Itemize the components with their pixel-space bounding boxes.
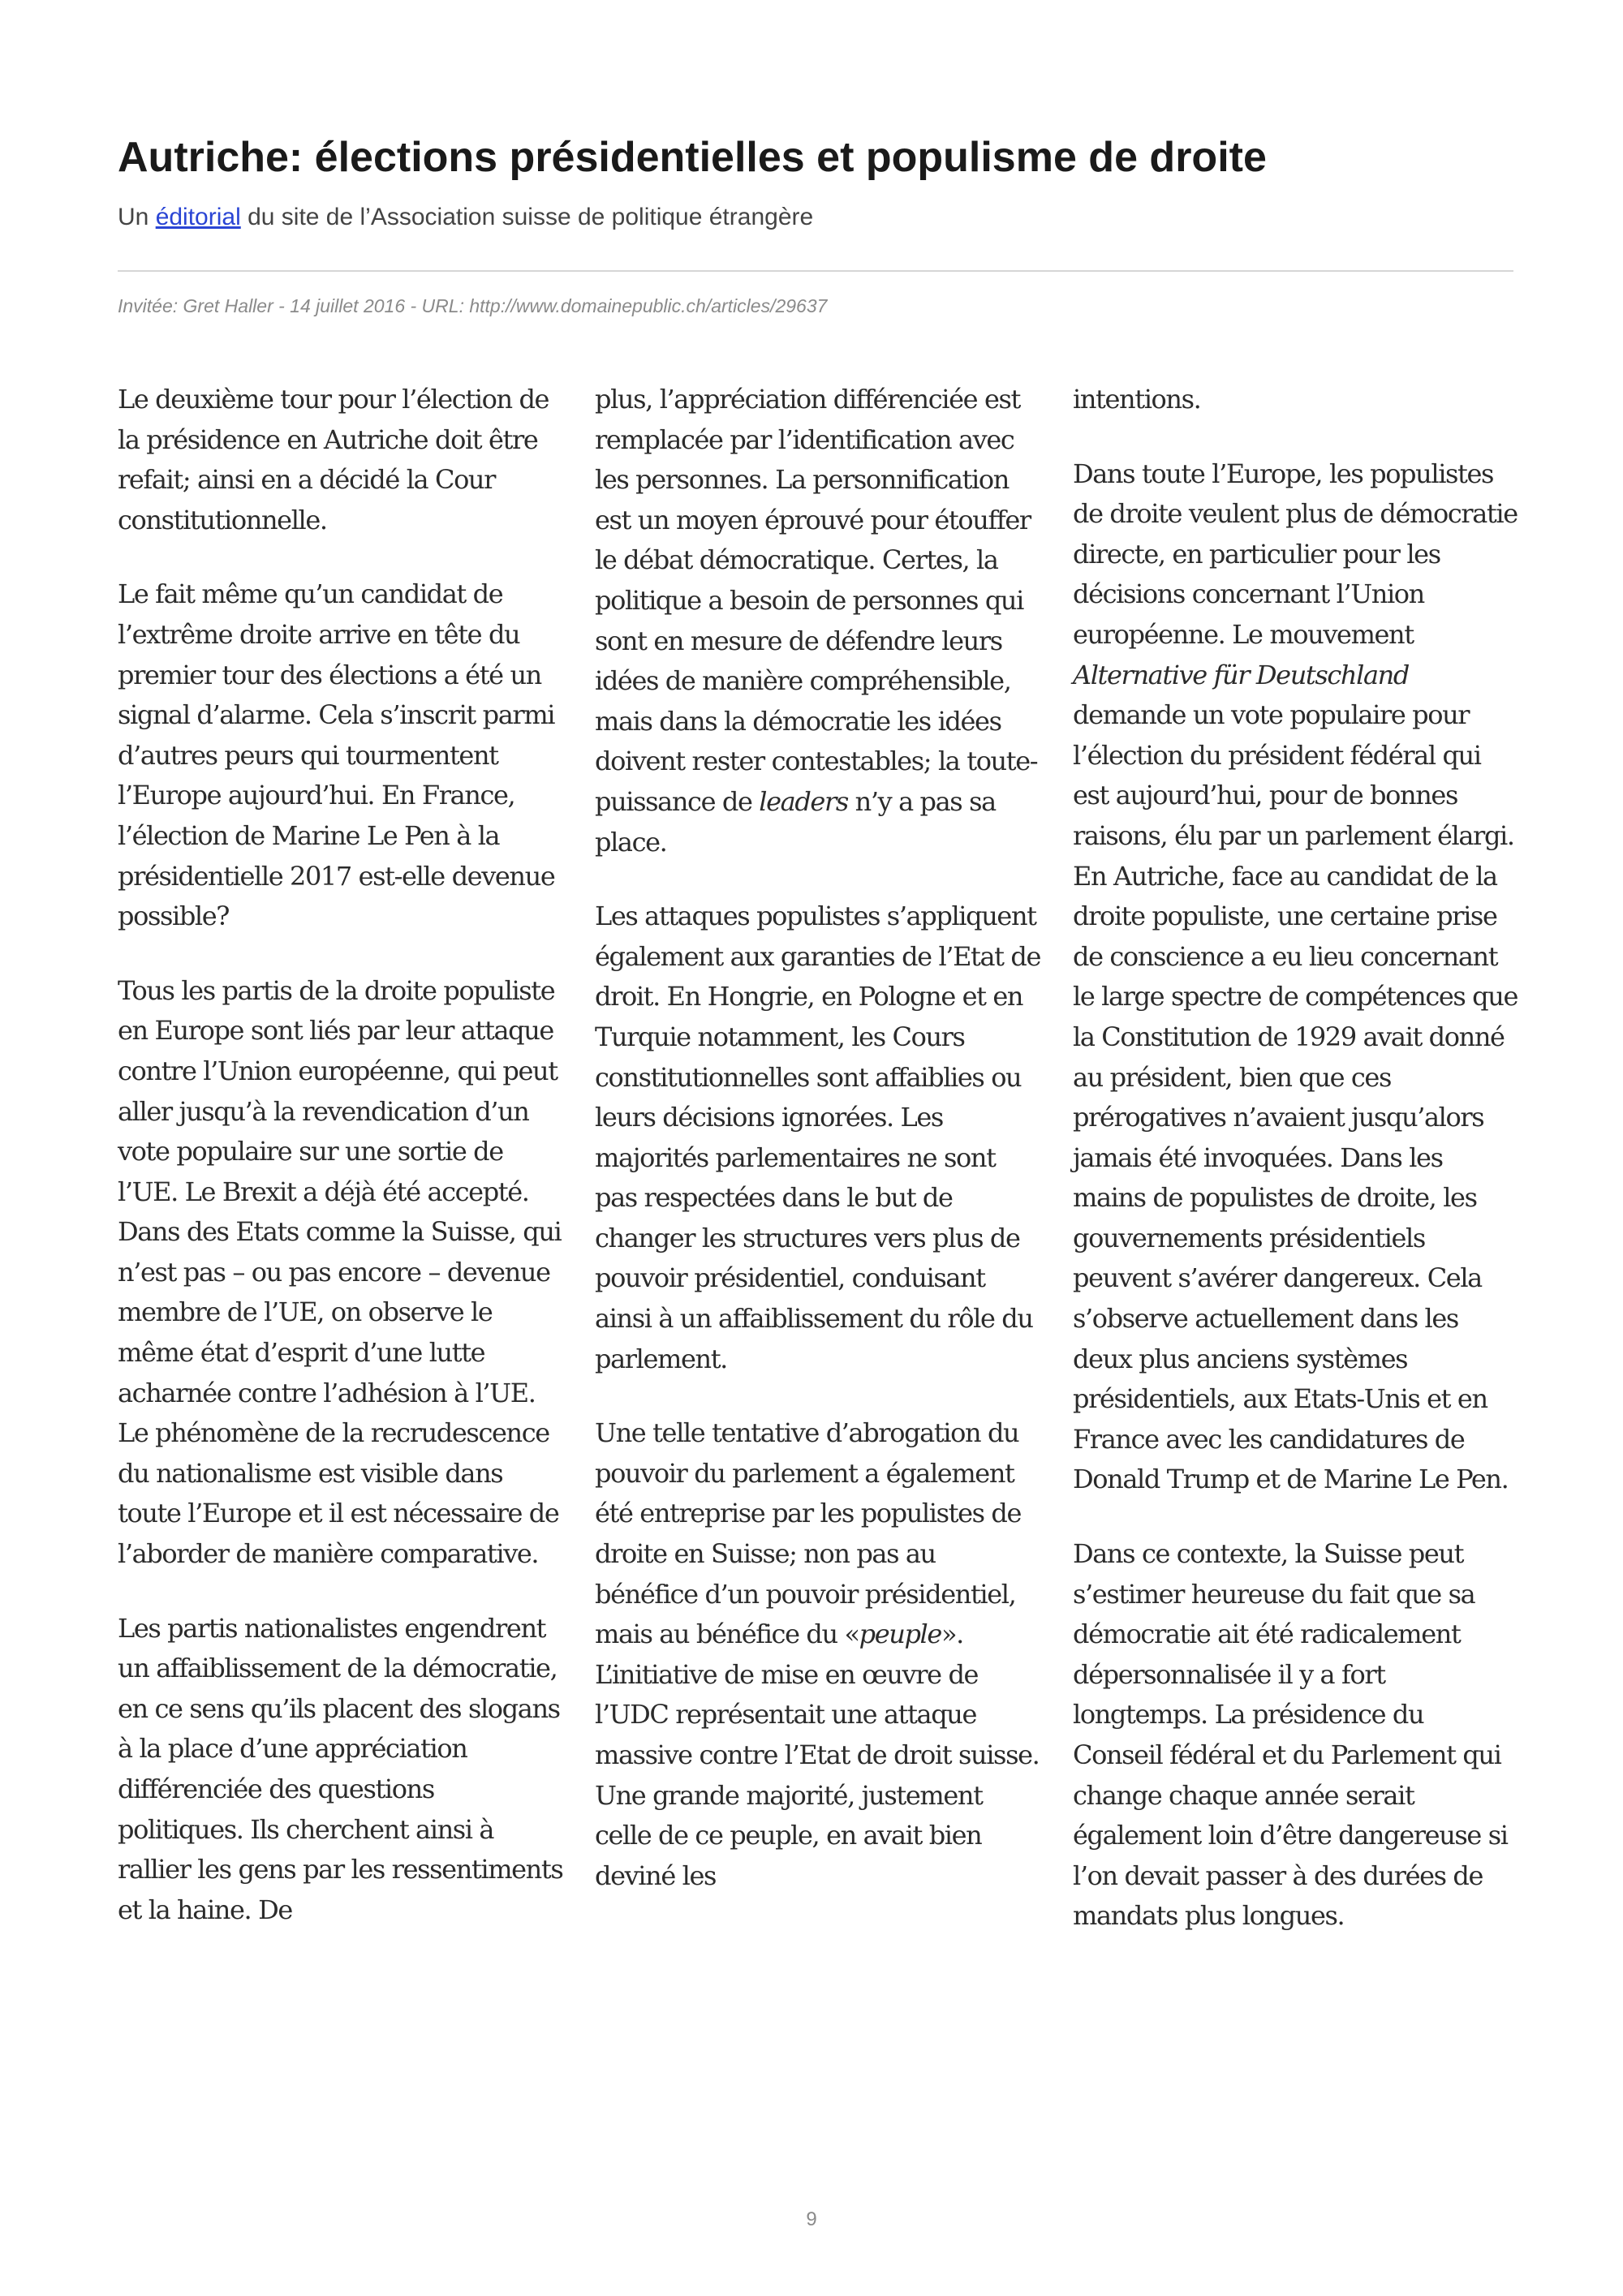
paragraph-text: Dans toute l’Europe, les populistes de droite veulent plus de démocratie directe, en particulier pour les décisions concernant l’Union européenne. Le mouvement — [1073, 458, 1518, 650]
paragraph: Les partis nationalistes engendrent un affaiblissement de la démocratie, en ce sens qu’ils placent des slogans à la place d’une appréciation différenciée des questions politiques. Ils cherchent ainsi à rallier les gens par les ressentiments et la haine. De — [118, 1612, 563, 1925]
paragraph: Les attaques populistes s’appliquent également aux garanties de l’Etat de droit. En Hongrie, en Pologne et en Turquie notamment, les Cours constitutionnelles sont affaiblies ou leurs décisions ignorées. Les majorités parlementaires ne sont pas respectées dans le but de changer les structures vers plus de pouvoir présidentiel, conduisant ainsi à un affaiblissement du rôle du parlement. — [595, 901, 1041, 1374]
paragraph: Tous les partis de la droite populiste en Europe sont liés par leur attaque contre l’Union européenne, qui peut aller jusqu’à la revendication d’un vote populaire sur une sortie de l’UE. Le Brexit a déjà été accepté. Dans des Etats comme la Suisse, qui n’est pas – ou pas encore – devenue membre de l’UE, on observe le même état d’esprit d’une lutte acharnée contre l’adhésion à l’UE. Le phénomène de la recrudescence du nationalisme est visible dans toute l’Europe et il est nécessaire de l’aborder de manière comparative. — [118, 974, 562, 1570]
paragraph: intentions. — [1073, 384, 1201, 415]
paragraph: Le deuxième tour pour l’élection de la présidence en Autriche doit être refait; ainsi en a décidé la Cour constitutionnelle. — [118, 384, 549, 535]
subtitle-text-before: Un — [118, 204, 156, 230]
italic-term: leaders — [759, 785, 848, 817]
paragraph-text: ». L’initiative de mise en œuvre de l’UDC représentait une attaque massive contre l’Etat de droit suisse. Une grande majorité, justement celle de ce peuple, en avait bien deviné les — [595, 1619, 1040, 1891]
paragraph-text: n’y a pas sa place. — [595, 785, 996, 858]
page-number: 9 — [806, 2208, 817, 2230]
header-divider — [118, 270, 1513, 272]
article-title: Autriche: élections présidentielles et populisme de droite — [118, 134, 1267, 181]
paragraph-text: Une telle tentative d’abrogation du pouvoir du parlement a également été entreprise par les populistes de droite en Suisse; non pas au bénéfice d’un pouvoir présidentiel, mais au bénéfice du « — [595, 1417, 1022, 1650]
paragraph: Le fait même qu’un candidat de l’extrême droite arrive en tête du premier tour des élections a été un signal d’alarme. Cela s’inscrit parmi d’autres peurs qui tourmentent l’Europe aujourd’hui. En France, l’élection de Marine Le Pen à la présidentielle 2017 est-elle devenue possible? — [118, 578, 555, 932]
paragraph — [1073, 454, 1519, 1500]
article-subtitle — [118, 200, 1513, 235]
article-meta: Invitée: Gret Haller - 14 juillet 2016 - URL: http://www.domainepublic.ch/articles/29637 — [118, 295, 828, 316]
italic-term: peuple — [859, 1619, 941, 1650]
text-column-1 — [118, 380, 564, 1964]
paragraph: Dans ce contexte, la Suisse peut s’estimer heureuse du fait que sa démocratie ait été radicalement dépersonnalisée il y a fort longtemps. La présidence du Conseil fédéral et du Parlement qui change chaque année serait également loin d’être dangereuse si l’on devait passer à des durées de mandats plus longues. — [1073, 1538, 1508, 1932]
text-column-3 — [1073, 380, 1519, 1971]
paragraph — [595, 1413, 1041, 1896]
paragraph-text: plus, l’appréciation différenciée est remplacée par l’identification avec les personnes. La personnification est un moyen éprouvé pour étouffer le débat démocratique. Certes, la politique a besoin de personnes qui sont en mesure de défendre leurs idées de manière compréhensible, mais dans la démocratie les idées doivent rester contestables; la toute-puissance de — [595, 384, 1038, 817]
paragraph-text: demande un vote populaire pour l’élection du président fédéral qui est aujourd’hui, pour de bonnes raisons, élu par un parlement élargi. En Autriche, face au candidat de la droite populiste, une certaine prise de conscience a eu lieu concernant le large spectre de compétences que la Constitution de 1929 avait donné au président, bien que ces prérogatives n’avaient jusqu’alors jamais été invoquées. Dans les mains de populistes de droite, les gouvernements présidentiels peuvent s’avérer dangereux. Cela s’observe actuellement dans les deux plus anciens systèmes présidentiels, aux Etats-Unis et en France avec les candidatures de Donald Trump et de Marine Le Pen. — [1073, 699, 1518, 1495]
subtitle-text-after: du site de l’Association suisse de politique étrangère — [240, 204, 814, 230]
italic-term: Alternative für Deutschland — [1073, 659, 1409, 690]
paragraph — [595, 380, 1041, 862]
text-column-2 — [595, 380, 1041, 1930]
editorial-link[interactable]: éditorial — [155, 204, 241, 230]
